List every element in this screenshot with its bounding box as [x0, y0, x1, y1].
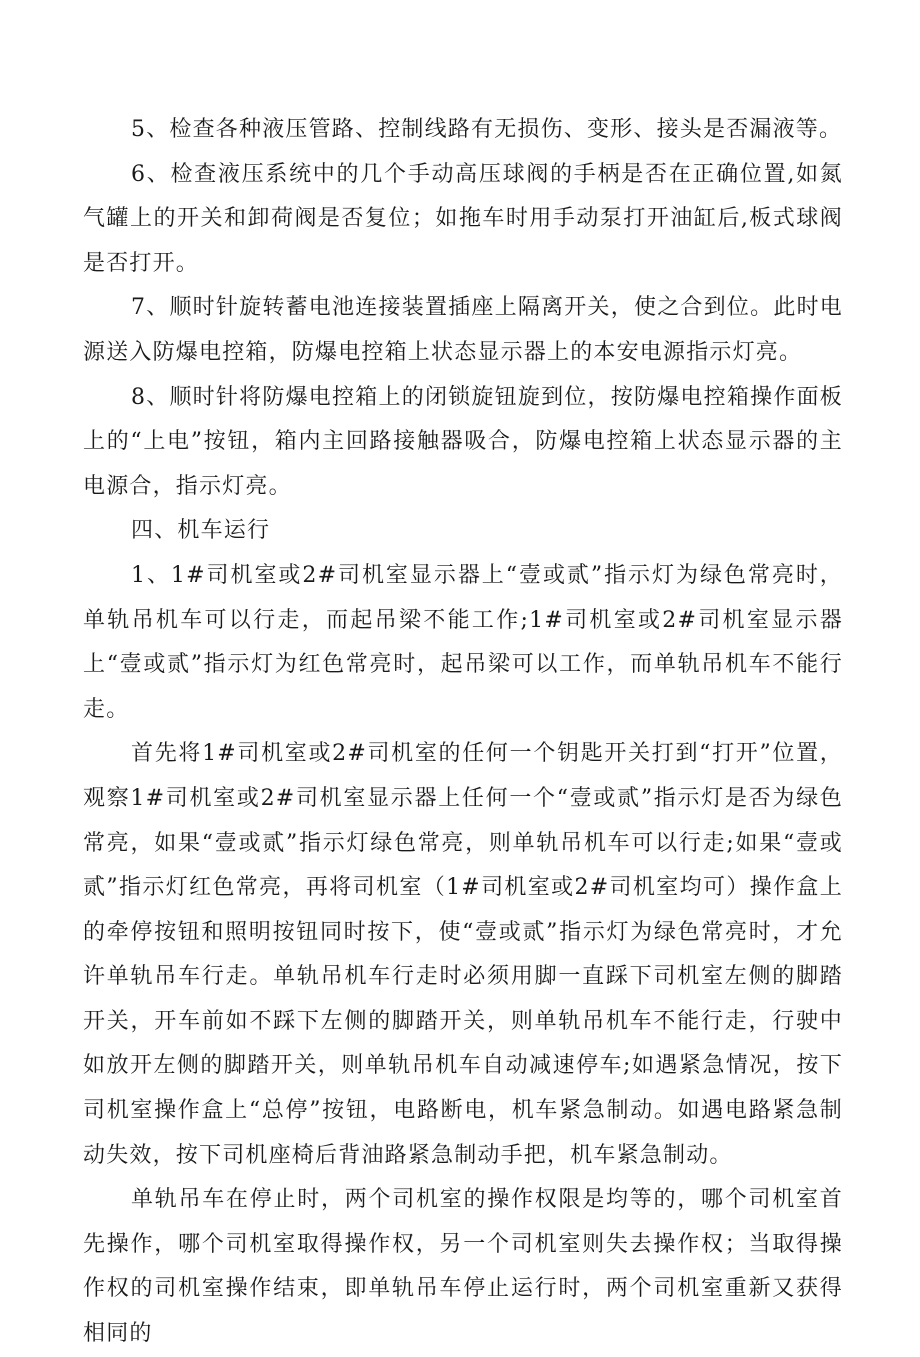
paragraph-step-6: 6、检查液压系统中的几个手动高压球阀的手柄是否在正确位置,如氮气罐上的开关和卸荷阀是否复位；如拖车时用手动泵打开油缸后,板式球阀是否打开。 — [83, 161, 843, 276]
paragraph-indicator-rules: 1、1#司机室或2#司机室显示器上“壹或贰”指示灯为绿色常亮时，单轨吊机车可以行走，而起吊梁不能工作;1#司机室或2#司机室显示器上“壹或贰”指示灯为红色常亮时，起吊梁可以工作，而单轨吊机车不能行走。 — [83, 562, 843, 722]
paragraph-step-5: 5、检查各种液压管路、控制线路有无损伤、变形、接头是否漏液等。 — [131, 117, 843, 142]
document-body — [83, 108, 843, 1357]
paragraph-control-authority: 单轨吊车在停止时，两个司机室的操作权限是均等的，哪个司机室首先操作，哪个司机室取得操作权，另一个司机室则失去操作权；当取得操作权的司机室操作结束，即单轨吊车停止运行时，两个司机室重新又获得相同的 — [83, 1187, 843, 1347]
paragraph-step-7: 7、顺时针旋转蓄电池连接装置插座上隔离开关，使之合到位。此时电源送入防爆电控箱，防爆电控箱上状态显示器上的本安电源指示灯亮。 — [83, 295, 843, 365]
paragraph-startup-procedure: 首先将1#司机室或2#司机室的任何一个钥匙开关打到“打开”位置，观察1#司机室或2#司机室显示器上任何一个“壹或贰”指示灯是否为绿色常亮，如果“壹或贰”指示灯绿色常亮，则单轨吊机车可以行走;如果“壹或贰”指示灯红色常亮，再将司机室（1#司机室或2#司机室均可）操作盒上的牵停按钮和照明按钮同时按下，使“壹或贰”指示灯为绿色常亮时，才允许单轨吊车行走。单轨吊机车行走时必须用脚一直踩下司机室左侧的脚踏开关，开车前如不踩下左侧的脚踏开关，则单轨吊机车不能行走，行驶中如放开左侧的脚踏开关，则单轨吊机车自动减速停车;如遇紧急情况，按下司机室操作盒上“总停”按钮，电路断电，机车紧急制动。如遇电路紧急制动失效，按下司机座椅后背油路紧急制动手把，机车紧急制动。 — [83, 741, 843, 1168]
paragraph-step-8: 8、顺时针将防爆电控箱上的闭锁旋钮旋到位，按防爆电控箱操作面板上的“上电”按钮，箱内主回路接触器吸合，防爆电控箱上状态显示器的主电源合，指示灯亮。 — [83, 384, 843, 499]
section-heading-locomotive-operation: 四、机车运行 — [131, 518, 271, 544]
